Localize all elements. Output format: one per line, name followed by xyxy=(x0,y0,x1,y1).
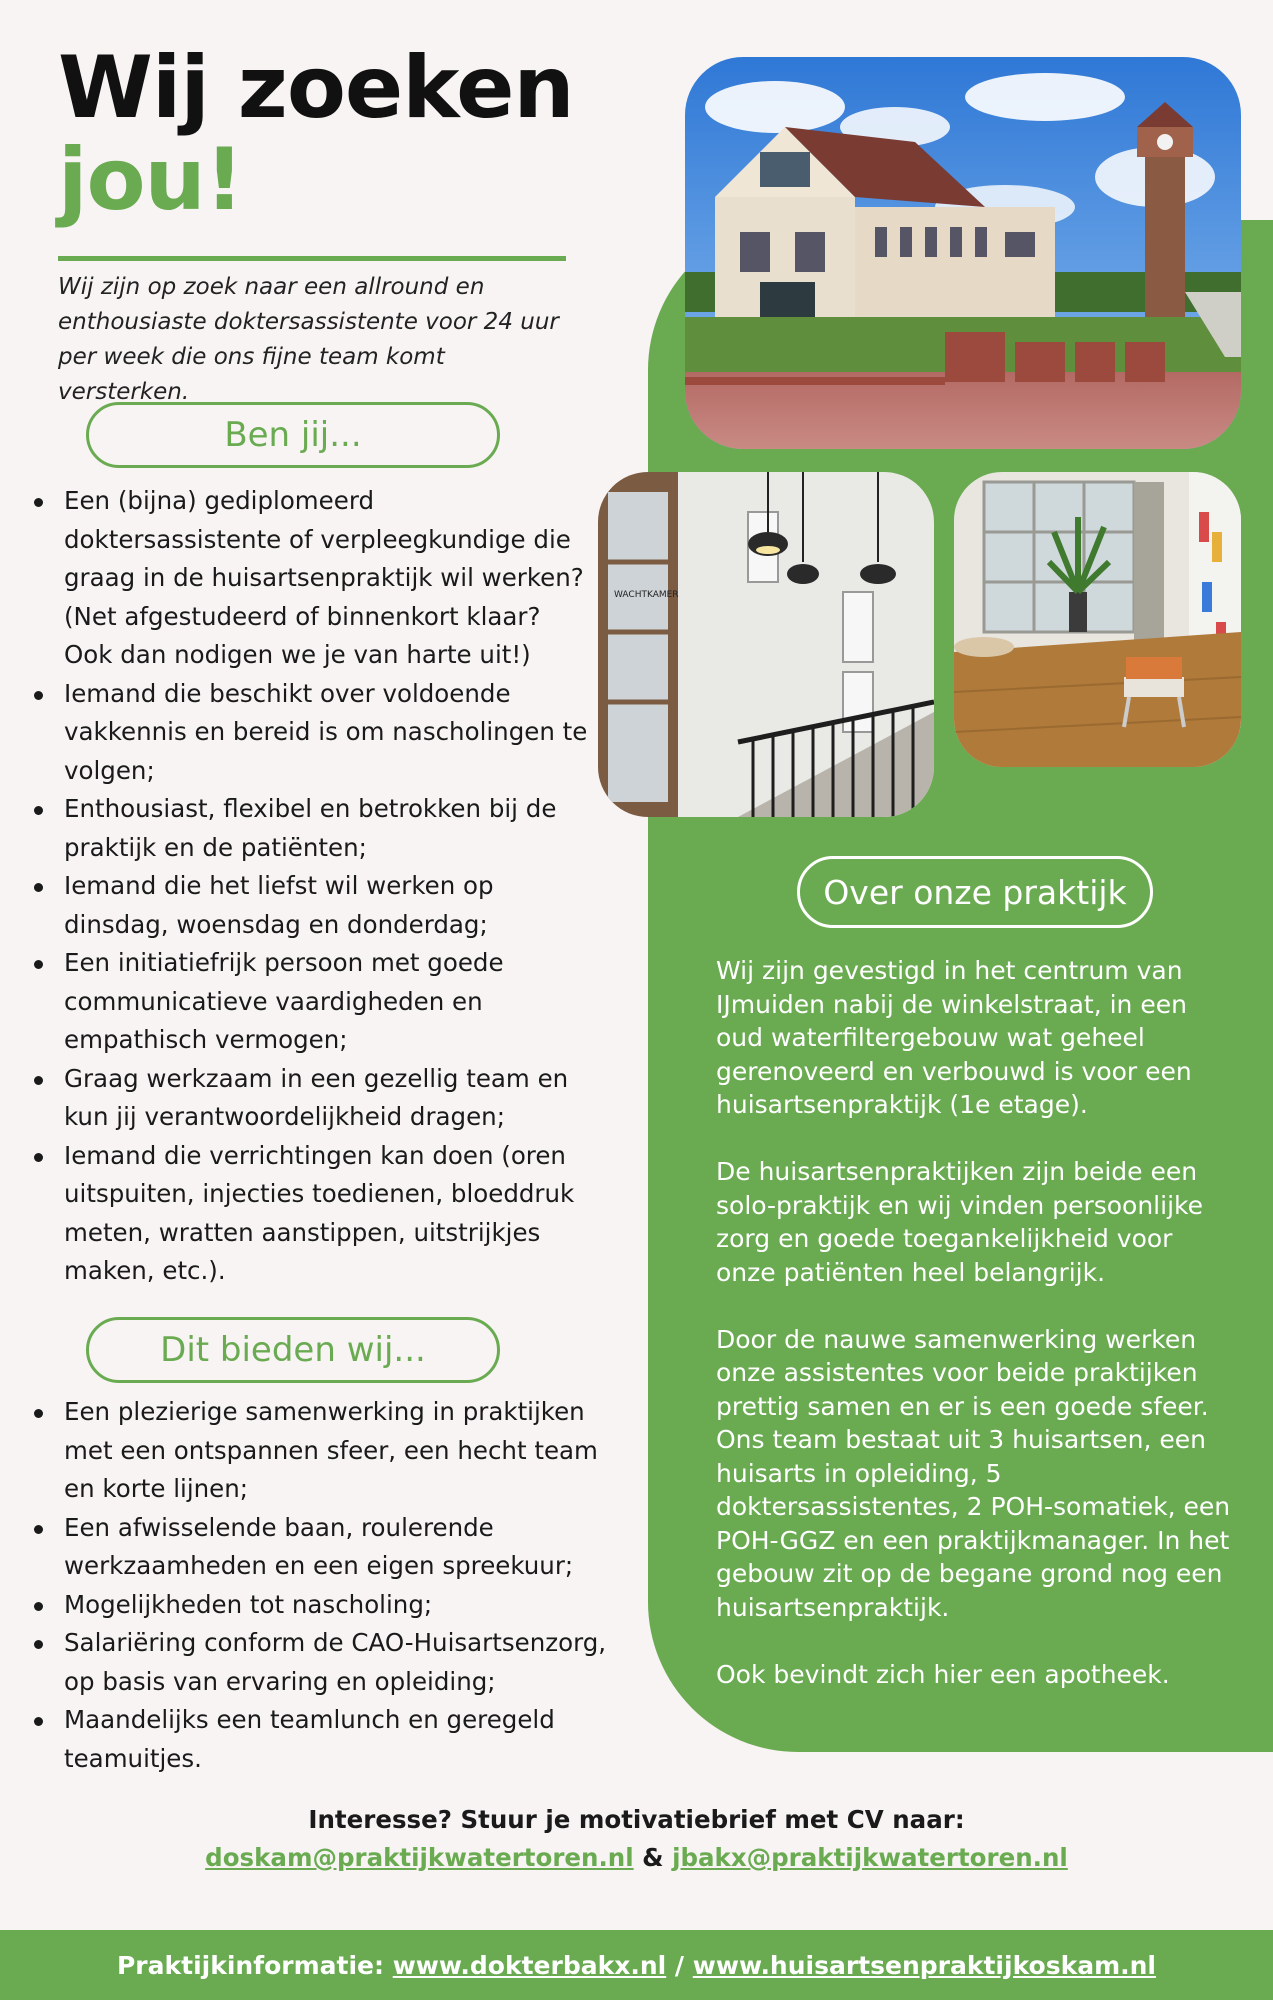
footer-link-dokterbakx[interactable]: www.dokterbakx.nl xyxy=(392,1950,667,1980)
over-paragraph: De huisartsenpraktijken zijn beide een solo-praktijk en wij vinden persoonlijke zorg en goede toegankelijkheid voor onze patiënten heel belangrijk. xyxy=(716,1157,1203,1287)
list-item: Iemand die beschikt over voldoende vakkennis en bereid is om nascholingen te volgen; xyxy=(30,675,590,791)
list-item: Een plezierige samenwerking in praktijken met een ontspannen sfeer, een hecht team en korte lijnen; xyxy=(30,1393,610,1509)
list-item: Mogelijkheden tot nascholing; xyxy=(30,1586,610,1625)
list-item: Een initiatiefrijk persoon met goede communicatieve vaardigheden en empathisch vermogen; xyxy=(30,944,590,1060)
building-exterior-photo xyxy=(685,57,1241,449)
footer-separator: / xyxy=(666,1950,693,1980)
title-divider xyxy=(58,256,566,261)
list-item: Een (bijna) gediplomeerd doktersassistente of verpleegkundige die graag in de huisartsenpraktijk wil werken? (Net afgestudeerd of binnenkort klaar? Ook dan nodigen we je van harte uit!) xyxy=(30,482,590,675)
contact-emails xyxy=(0,1843,1273,1872)
ben-jij-pill: Ben jij... xyxy=(86,402,500,468)
over-paragraph: Door de nauwe samenwerking werken onze assistentes voor beide praktijken prettig samen en er is een goede sfeer. Ons team bestaat uit 3 huisartsen, een huisarts in opleiding, 5 doktersassistentes, 2 POH-somatiek, een POH-GGZ en een praktijkmanager. In het gebouw zit op de begane grond nog een huisartsenpraktijk. xyxy=(716,1324,1231,1622)
ben-jij-list xyxy=(30,482,590,1291)
list-item: Iemand die het liefst wil werken op dinsdag, woensdag en donderdag; xyxy=(30,867,590,944)
over-onze-praktijk-text xyxy=(716,954,1236,1691)
stairwell-photo xyxy=(598,472,934,817)
email-link-oskam[interactable]: doskam@praktijkwatertoren.nl xyxy=(205,1843,634,1872)
list-item: Salariëring conform de CAO-Huisartsenzorg, op basis van ervaring en opleiding; xyxy=(30,1624,610,1701)
list-item: Maandelijks een teamlunch en geregeld teamuitjes. xyxy=(30,1701,610,1778)
waiting-room-photo xyxy=(954,472,1241,767)
email-link-bakx[interactable]: jbakx@praktijkwatertoren.nl xyxy=(672,1843,1068,1872)
dit-bieden-wij-list xyxy=(30,1393,610,1778)
wachtkamer-sign: WACHTKAMER xyxy=(614,590,679,600)
page-title xyxy=(58,38,574,230)
list-item: Graag werkzaam in een gezellig team en kun jij verantwoordelijkheid dragen; xyxy=(30,1060,590,1137)
footer-bar xyxy=(0,1930,1273,2000)
footer-link-koskam[interactable]: www.huisartsenpraktijkoskam.nl xyxy=(692,1950,1156,1980)
intro-text: Wij zijn op zoek naar een allround en enthousiaste doktersassistente voor 24 uur per week die ons fijne team komt versterken. xyxy=(58,274,559,405)
list-item: Iemand die verrichtingen kan doen (oren uitspuiten, injecties toedienen, bloeddruk meten, wratten aanstippen, uitstrijkjes maken, etc.). xyxy=(30,1137,590,1291)
dit-bieden-wij-pill: Dit bieden wij... xyxy=(86,1317,500,1383)
list-item: Een afwisselende baan, roulerende werkzaamheden en een eigen spreekuur; xyxy=(30,1509,610,1586)
email-separator: & xyxy=(633,1843,673,1872)
footer-label: Praktijkinformatie: xyxy=(116,1950,393,1980)
over-paragraph: Ook bevindt zich hier een apotheek. xyxy=(716,1659,1170,1689)
title-line-1: Wij zoeken xyxy=(58,38,574,138)
over-paragraph: Wij zijn gevestigd in het centrum van IJmuiden nabij de winkelstraat, in een oud waterfiltergebouw wat geheel gerenoveerd en verbouwd is voor een huisartsenpraktijk (1e etage). xyxy=(716,956,1192,1119)
list-item: Enthousiast, flexibel en betrokken bij de praktijk en de patiënten; xyxy=(30,790,590,867)
title-line-2: jou! xyxy=(58,130,244,230)
contact-cta: Interesse? Stuur je motivatiebrief met CV naar: xyxy=(308,1805,965,1834)
over-onze-praktijk-pill: Over onze praktijk xyxy=(797,856,1153,928)
